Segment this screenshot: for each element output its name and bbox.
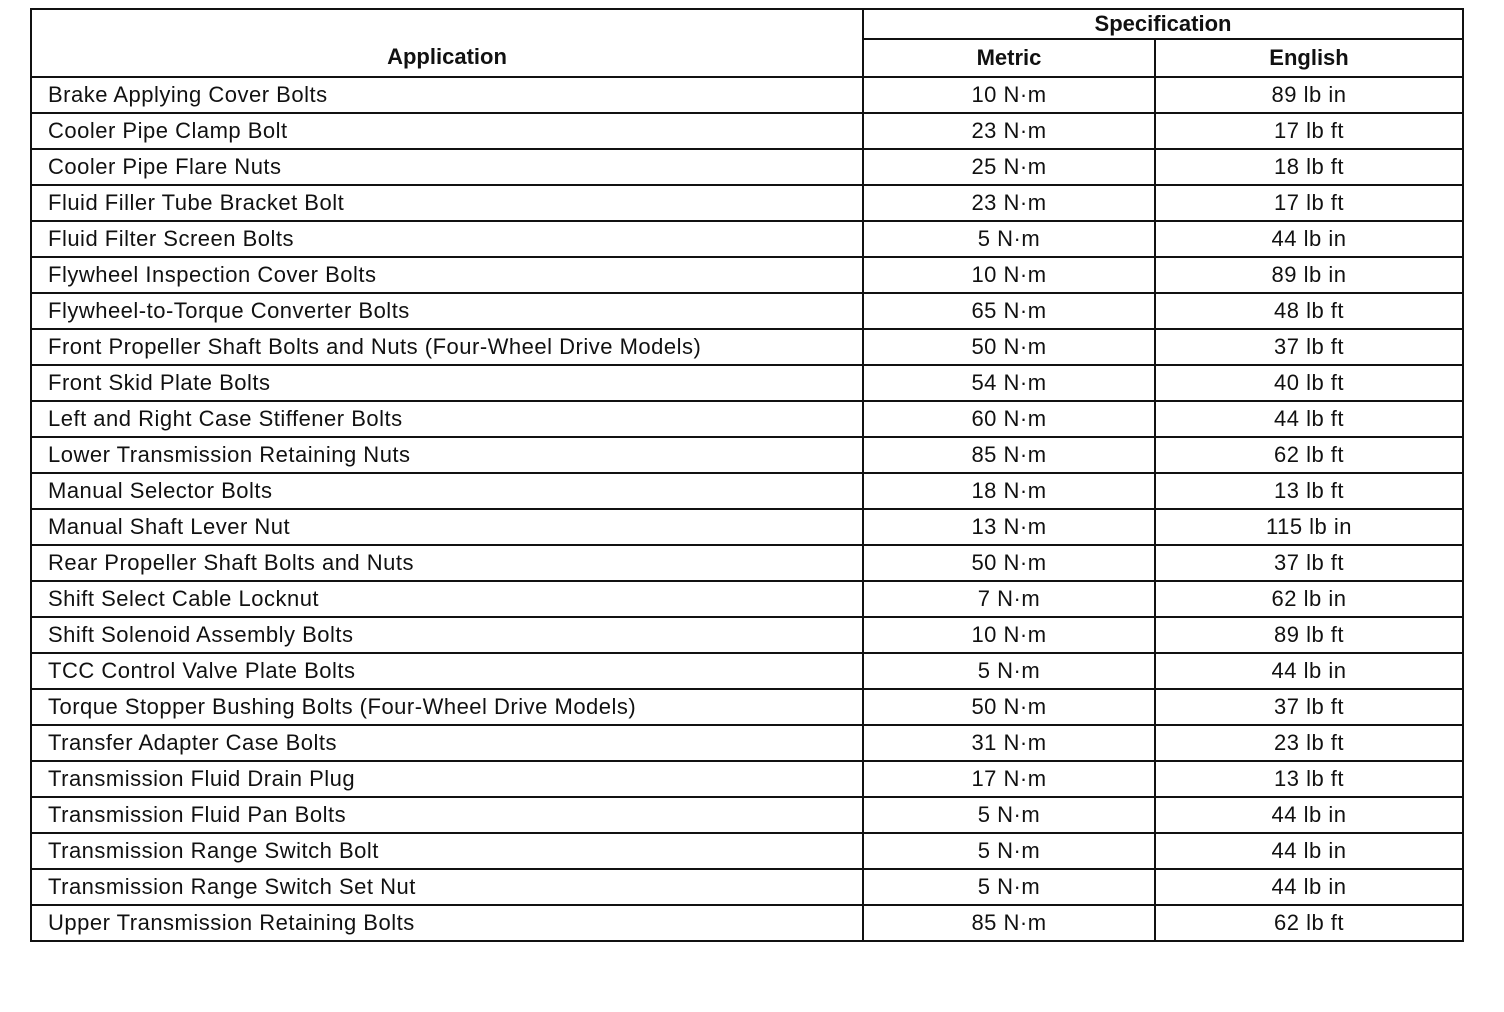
table-row [31, 401, 1463, 437]
table-row [31, 797, 1463, 833]
table-row [31, 725, 1463, 761]
metric-value-cell: 23 N·m [863, 113, 1155, 149]
table-row [31, 113, 1463, 149]
english-value-cell: 44 lb in [1155, 797, 1463, 833]
english-value-cell: 62 lb in [1155, 581, 1463, 617]
application-cell: Cooler Pipe Flare Nuts [31, 149, 863, 185]
metric-value-cell: 5 N·m [863, 833, 1155, 869]
application-cell: Fluid Filler Tube Bracket Bolt [31, 185, 863, 221]
metric-value-cell: 17 N·m [863, 761, 1155, 797]
metric-value-cell: 5 N·m [863, 869, 1155, 905]
application-cell: Transmission Range Switch Set Nut [31, 869, 863, 905]
english-value-cell: 89 lb ft [1155, 617, 1463, 653]
table-row [31, 509, 1463, 545]
application-cell: Front Skid Plate Bolts [31, 365, 863, 401]
metric-value-cell: 25 N·m [863, 149, 1155, 185]
metric-value-cell: 60 N·m [863, 401, 1155, 437]
metric-value-cell: 5 N·m [863, 653, 1155, 689]
english-value-cell: 89 lb in [1155, 257, 1463, 293]
application-cell: Fluid Filter Screen Bolts [31, 221, 863, 257]
table-row [31, 689, 1463, 725]
table-row [31, 473, 1463, 509]
table-row [31, 617, 1463, 653]
application-cell: Front Propeller Shaft Bolts and Nuts (Four-Wheel Drive Models) [31, 329, 863, 365]
metric-value-cell: 13 N·m [863, 509, 1155, 545]
application-cell: Lower Transmission Retaining Nuts [31, 437, 863, 473]
table-row [31, 365, 1463, 401]
metric-value-cell: 7 N·m [863, 581, 1155, 617]
application-cell: Rear Propeller Shaft Bolts and Nuts [31, 545, 863, 581]
english-value-cell: 17 lb ft [1155, 113, 1463, 149]
application-cell: Shift Solenoid Assembly Bolts [31, 617, 863, 653]
application-cell: Manual Shaft Lever Nut [31, 509, 863, 545]
english-value-cell: 62 lb ft [1155, 437, 1463, 473]
english-value-cell: 13 lb ft [1155, 473, 1463, 509]
english-value-cell: 18 lb ft [1155, 149, 1463, 185]
metric-value-cell: 65 N·m [863, 293, 1155, 329]
metric-value-cell: 18 N·m [863, 473, 1155, 509]
english-value-cell: 62 lb ft [1155, 905, 1463, 941]
english-value-cell: 13 lb ft [1155, 761, 1463, 797]
table-row [31, 293, 1463, 329]
table-row [31, 185, 1463, 221]
metric-value-cell: 85 N·m [863, 905, 1155, 941]
metric-value-cell: 50 N·m [863, 689, 1155, 725]
english-value-cell: 44 lb in [1155, 653, 1463, 689]
application-cell: Brake Applying Cover Bolts [31, 77, 863, 113]
metric-value-cell: 85 N·m [863, 437, 1155, 473]
application-cell: Transmission Fluid Drain Plug [31, 761, 863, 797]
english-value-cell: 44 lb in [1155, 833, 1463, 869]
metric-value-cell: 10 N·m [863, 617, 1155, 653]
application-cell: TCC Control Valve Plate Bolts [31, 653, 863, 689]
application-cell: Transmission Range Switch Bolt [31, 833, 863, 869]
english-header: English [1155, 39, 1463, 77]
table-row [31, 869, 1463, 905]
fastener-specification-table [30, 8, 1464, 942]
english-value-cell: 48 lb ft [1155, 293, 1463, 329]
application-cell: Shift Select Cable Locknut [31, 581, 863, 617]
english-value-cell: 40 lb ft [1155, 365, 1463, 401]
english-value-cell: 23 lb ft [1155, 725, 1463, 761]
table-body [31, 77, 1463, 941]
table-row [31, 221, 1463, 257]
specification-header: Specification [863, 9, 1463, 39]
english-value-cell: 44 lb in [1155, 869, 1463, 905]
table-row [31, 329, 1463, 365]
application-header: Application [31, 9, 863, 77]
english-value-cell: 17 lb ft [1155, 185, 1463, 221]
table-row [31, 761, 1463, 797]
metric-value-cell: 50 N·m [863, 329, 1155, 365]
metric-value-cell: 10 N·m [863, 77, 1155, 113]
metric-value-cell: 10 N·m [863, 257, 1155, 293]
application-cell: Transfer Adapter Case Bolts [31, 725, 863, 761]
application-cell: Manual Selector Bolts [31, 473, 863, 509]
metric-value-cell: 31 N·m [863, 725, 1155, 761]
english-value-cell: 44 lb in [1155, 221, 1463, 257]
english-value-cell: 37 lb ft [1155, 545, 1463, 581]
table-row [31, 545, 1463, 581]
application-cell: Transmission Fluid Pan Bolts [31, 797, 863, 833]
metric-value-cell: 54 N·m [863, 365, 1155, 401]
metric-value-cell: 5 N·m [863, 797, 1155, 833]
application-cell: Flywheel-to-Torque Converter Bolts [31, 293, 863, 329]
table-row [31, 833, 1463, 869]
table-row [31, 149, 1463, 185]
table-row [31, 437, 1463, 473]
application-cell: Flywheel Inspection Cover Bolts [31, 257, 863, 293]
application-cell: Left and Right Case Stiffener Bolts [31, 401, 863, 437]
table-row [31, 581, 1463, 617]
metric-value-cell: 5 N·m [863, 221, 1155, 257]
table-row [31, 905, 1463, 941]
metric-value-cell: 50 N·m [863, 545, 1155, 581]
english-value-cell: 89 lb in [1155, 77, 1463, 113]
table-header [31, 9, 1463, 77]
application-cell: Cooler Pipe Clamp Bolt [31, 113, 863, 149]
english-value-cell: 44 lb ft [1155, 401, 1463, 437]
english-value-cell: 37 lb ft [1155, 689, 1463, 725]
table-row [31, 257, 1463, 293]
table-row [31, 77, 1463, 113]
english-value-cell: 37 lb ft [1155, 329, 1463, 365]
metric-value-cell: 23 N·m [863, 185, 1155, 221]
table-row [31, 653, 1463, 689]
application-cell: Upper Transmission Retaining Bolts [31, 905, 863, 941]
application-cell: Torque Stopper Bushing Bolts (Four-Wheel Drive Models) [31, 689, 863, 725]
metric-header: Metric [863, 39, 1155, 77]
english-value-cell: 115 lb in [1155, 509, 1463, 545]
